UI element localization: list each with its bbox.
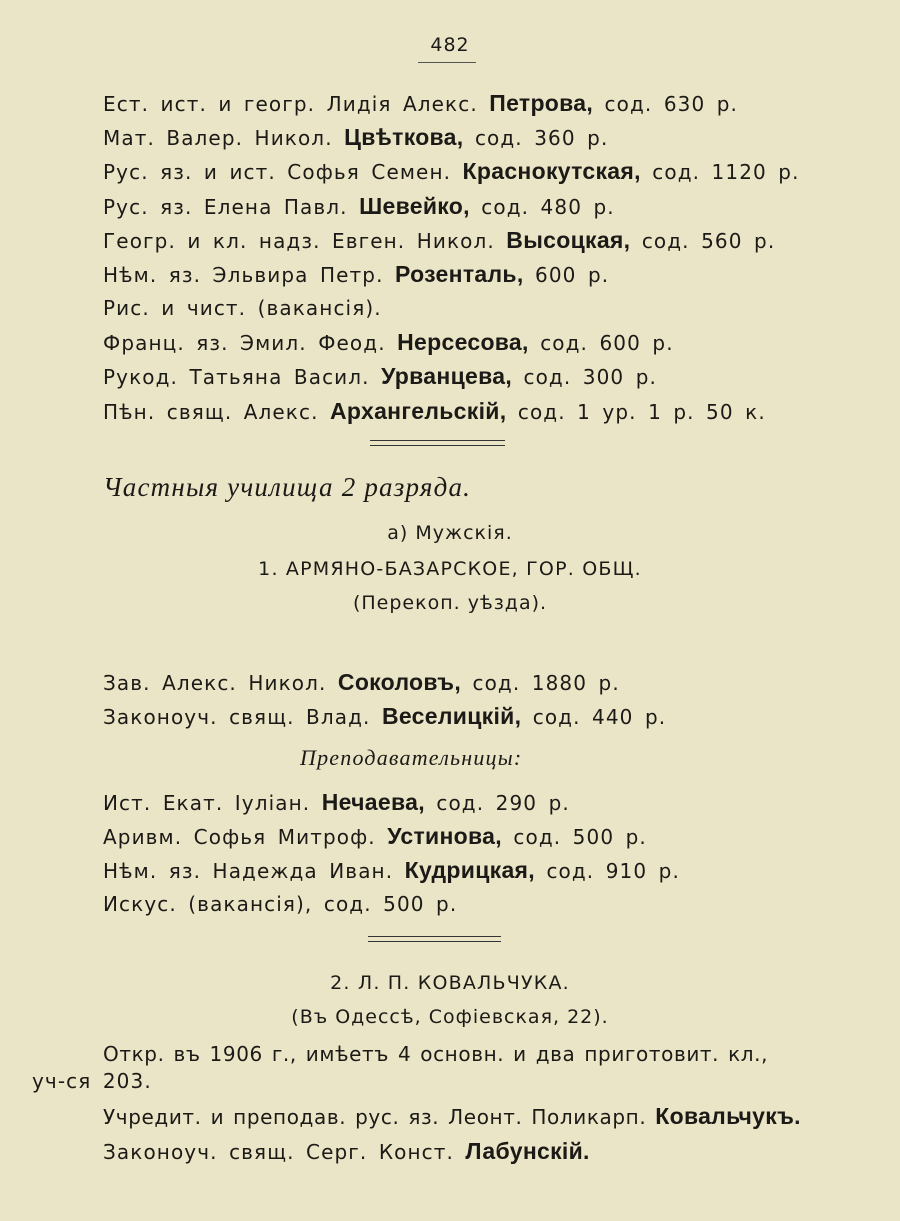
school-title: 1. АРМЯНО-БАЗАРСКОЕ, ГОР. ОБЩ. xyxy=(258,558,642,580)
paragraph-line: Откр. въ 1906 г., имѣетъ 4 основн. и два приготовит. кл., xyxy=(103,1042,769,1066)
staff-line: Зав. Алекс. Никол. Соколовъ, сод. 1880 р. xyxy=(103,669,620,695)
founder-line: Учредит. и преподав. рус. яз. Леонт. Поликарп. Ковальчукъ. xyxy=(103,1103,801,1129)
page-number: 482 xyxy=(430,34,470,56)
staff-line: Франц. яз. Эмил. Феод. Нерсесова, сод. 600 р. xyxy=(103,329,674,355)
staff-line: Рис. и чист. (вакансія). xyxy=(103,296,382,320)
staff-line: Рус. яз. и ист. Софья Семен. Краснокутская, сод. 1120 р. xyxy=(103,158,800,184)
teacher-line: Искус. (вакансія), сод. 500 р. xyxy=(103,892,458,916)
teacher-line: Нѣм. яз. Надежда Иван. Кудрицкая, сод. 910 р. xyxy=(103,857,680,883)
section-divider xyxy=(370,440,505,446)
staff-line: Ест. ист. и геогр. Лидія Алекс. Петрова, сод. 630 р. xyxy=(103,90,739,116)
subsection-heading: а) Мужскія. xyxy=(387,522,513,544)
staff-line: Геогр. и кл. надз. Евген. Никол. Высоцкая, сод. 560 р. xyxy=(103,227,776,253)
paragraph-line: уч-ся 203. xyxy=(32,1069,152,1093)
teachers-heading: Преподавательницы: xyxy=(300,745,523,770)
section-title: Частныя училища 2 разряда. xyxy=(103,472,472,502)
school-title: 2. Л. П. КОВАЛЬЧУКА. xyxy=(330,972,570,994)
page-number-underline xyxy=(418,62,476,63)
staff-line: Мат. Валер. Никол. Цвѣткова, сод. 360 р. xyxy=(103,124,609,150)
staff-line: Рус. яз. Елена Павл. Шевейко, сод. 480 р. xyxy=(103,193,615,219)
section-divider xyxy=(368,936,501,942)
priest-line: Законоуч. свящ. Серг. Конст. Лабунскій. xyxy=(103,1138,590,1164)
school-subtitle: (Въ Одессѣ, Софіевская, 22). xyxy=(291,1006,609,1028)
staff-line: Нѣм. яз. Эльвира Петр. Розенталь, 600 р. xyxy=(103,261,610,287)
staff-line: Пѣн. свящ. Алекс. Архангельскій, сод. 1 ур. 1 р. 50 к. xyxy=(103,398,766,424)
teacher-line: Аривм. Софья Митроф. Устинова, сод. 500 р. xyxy=(103,823,647,849)
school-subtitle: (Перекоп. уѣзда). xyxy=(352,592,548,614)
staff-line: Законоуч. свящ. Влад. Веселицкій, сод. 440 р. xyxy=(103,703,667,729)
staff-line: Рукод. Татьяна Васил. Урванцева, сод. 300 р. xyxy=(103,363,657,389)
teacher-line: Ист. Екат. Іуліан. Нечаева, сод. 290 р. xyxy=(103,789,570,815)
